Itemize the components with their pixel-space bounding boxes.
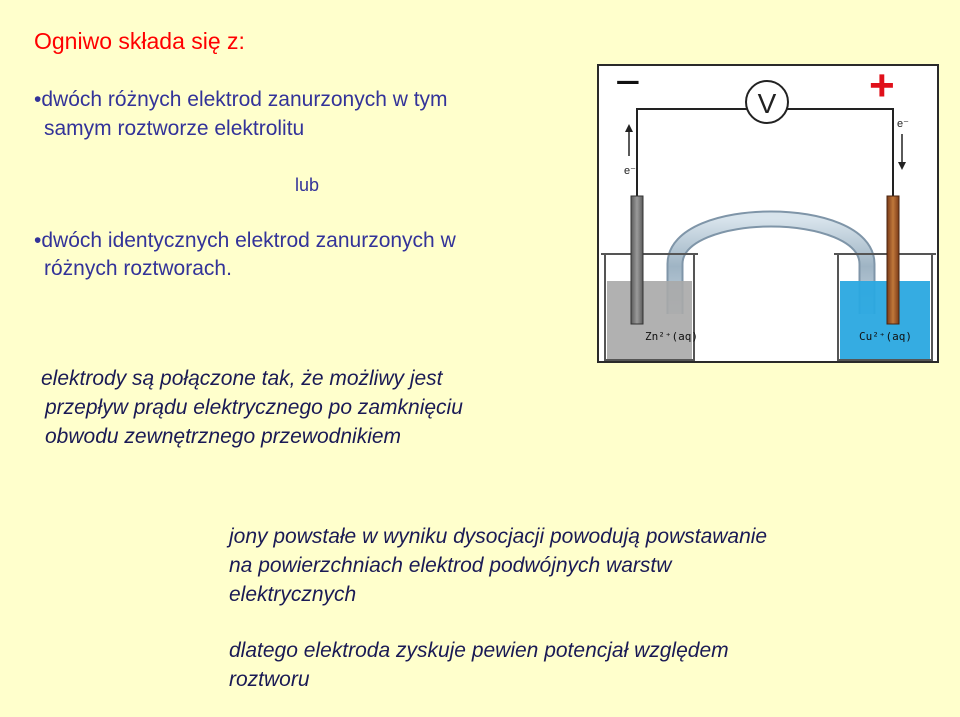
text-line: roztworu xyxy=(229,668,310,691)
cu-ion-label: Cu²⁺(aq) xyxy=(859,330,912,343)
text-line: jony powstałe w wyniku dysocjacji powodują powstawanie xyxy=(229,525,768,548)
text-line: przepływ prądu elektrycznego po zamknięciu xyxy=(45,396,463,419)
electron-label-right: e⁻ xyxy=(897,118,909,130)
bullet-item-1-cont: samym roztworze elektrolitu xyxy=(44,117,305,140)
voltmeter-label: V xyxy=(757,88,777,119)
paragraph-connection xyxy=(41,364,463,451)
bullet-item-1 xyxy=(34,88,448,112)
text-line: na powierzchniach elektrod podwójnych warstw xyxy=(229,554,672,577)
plus-sign: + xyxy=(869,64,895,110)
text-line: obwodu zewnętrznego przewodnikiem xyxy=(45,425,402,448)
cu-electrode xyxy=(887,196,899,324)
bullet-text: dwóch identycznych elektrod zanurzonych w xyxy=(41,229,456,252)
zn-ion-label: Zn²⁺(aq) xyxy=(645,330,698,343)
minus-sign: − xyxy=(615,64,641,107)
paragraph-ions xyxy=(229,522,767,609)
bullet-item-2-cont: różnych roztworach. xyxy=(44,257,232,280)
bullet-glyph: • xyxy=(34,229,42,252)
bullet-glyph: • xyxy=(34,88,42,111)
text-line: dlatego elektroda zyskuje pewien potencjał względem xyxy=(229,639,729,662)
zn-electrode xyxy=(631,196,643,324)
galvanic-cell-diagram xyxy=(597,64,940,364)
cu-solution xyxy=(840,281,930,359)
electron-label-left: e⁻ xyxy=(624,165,636,177)
bullet-text: dwóch różnych elektrod zanurzonych w tym xyxy=(41,88,448,111)
text-line: elektrody są połączone tak, że możliwy jest xyxy=(41,367,443,390)
paragraph-potential xyxy=(229,636,729,694)
zn-solution xyxy=(607,281,692,359)
text-line: elektrycznych xyxy=(229,583,357,606)
bullet-item-2 xyxy=(34,229,456,253)
separator-lub: lub xyxy=(295,175,320,195)
slide-title: Ogniwo składa się z: xyxy=(34,28,245,54)
